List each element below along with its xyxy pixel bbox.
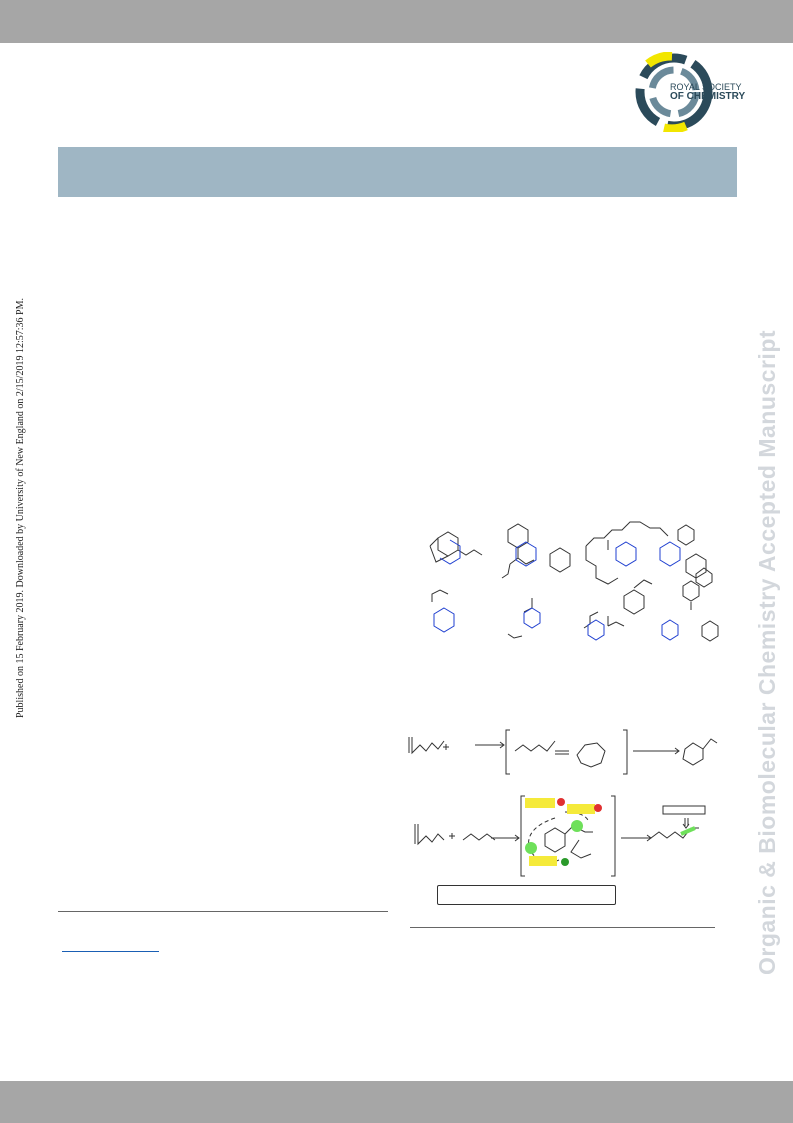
right-column-rule xyxy=(410,927,715,928)
top-header-bar xyxy=(0,0,793,43)
scheme-caption-box xyxy=(437,885,616,905)
article-title-banner xyxy=(58,147,737,197)
figure-1-structures xyxy=(408,516,728,646)
logo-line-1: ROYAL SOCIETY xyxy=(670,82,742,92)
bottom-footer-bar xyxy=(0,1081,793,1123)
publication-note: Published on 15 February 2019. Downloaded by University of New England on 2/15/2019 12:57:36 PM. xyxy=(15,298,26,718)
logo-line-2: OF CHEMISTRY xyxy=(670,91,746,102)
journal-watermark: Organic & Biomolecular Chemistry Accepted Manuscript xyxy=(754,329,780,975)
logo-wordmark xyxy=(670,82,745,102)
left-column-rule xyxy=(58,911,388,912)
footnote-link[interactable] xyxy=(62,940,159,952)
scheme-reaction-bottom xyxy=(405,790,725,885)
scheme-reaction-top xyxy=(405,725,725,780)
